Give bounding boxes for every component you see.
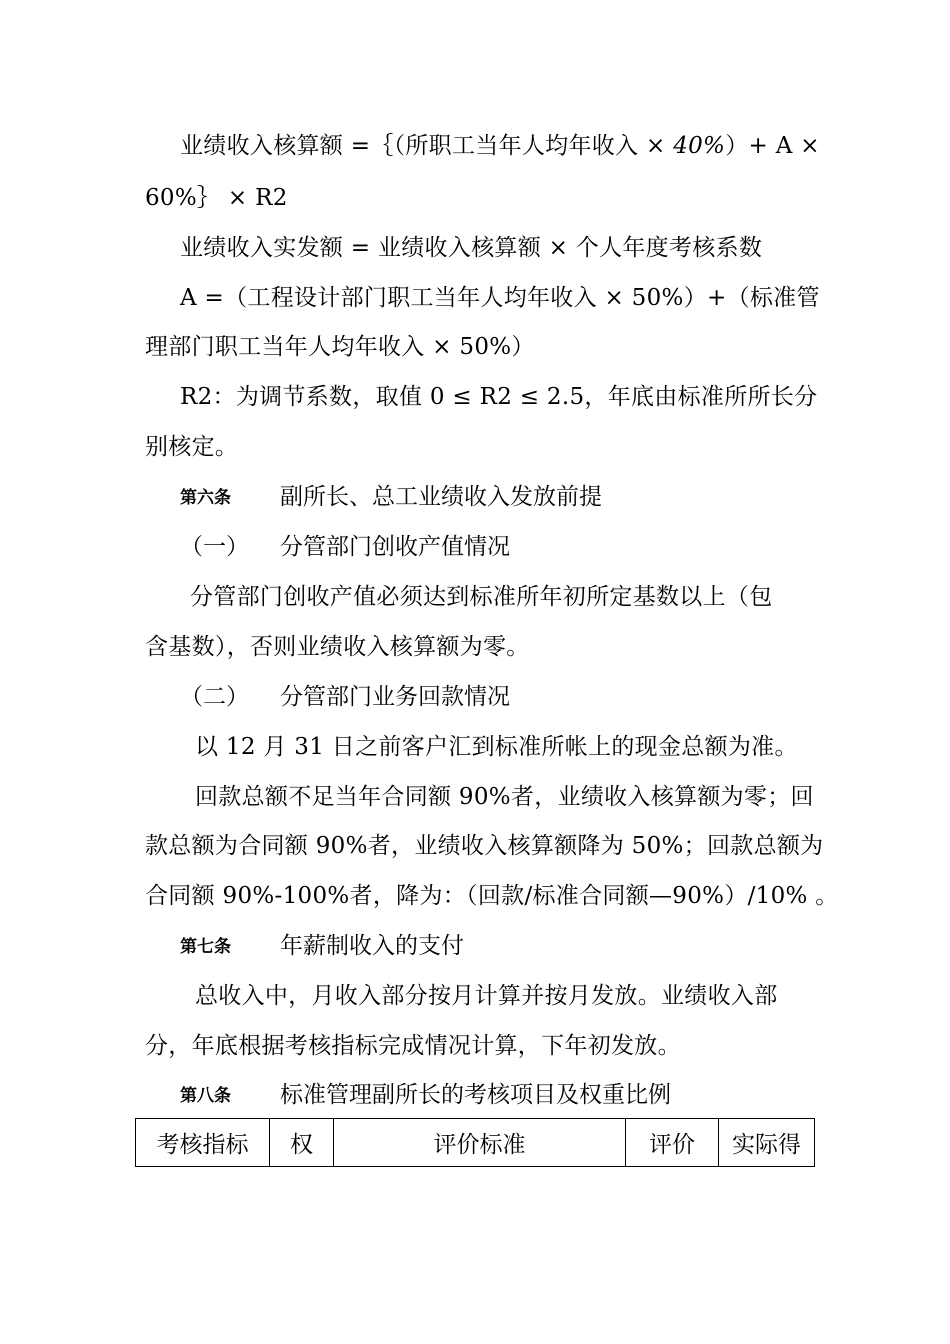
formula-line-1 — [180, 131, 820, 161]
article-7-line-2: 分，年底根据考核指标完成情况计算，下年初发放。 — [145, 1033, 681, 1059]
item-1-line-1: 分管部门创收产值必须达到标准所年初所定基数以上（包 — [190, 584, 773, 610]
formula-line-4: A =（工程设计部门职工当年人均年收入 × 50%）+（标准管 — [180, 285, 820, 311]
formula-line-6: R2：为调节系数，取值 0 ≤ R2 ≤ 2.5，年底由标准所所长分 — [180, 384, 818, 410]
formula-line-1-part-a: 业绩收入核算额 =｛（所职工当年人均年收入 × — [180, 133, 674, 159]
article-6-label: 第六条 — [180, 488, 231, 508]
table-header-indicator: 考核指标 — [136, 1119, 270, 1167]
article-6-title: 副所长、总工业绩收入发放前提 — [280, 484, 602, 510]
article-7-label: 第七条 — [180, 937, 231, 957]
item-1-line-2: 含基数），否则业绩收入核算额为零。 — [145, 634, 530, 660]
item-2-line-2: 回款总额不足当年合同额 90%者，业绩收入核算额为零；回 — [195, 784, 814, 810]
formula-line-2: 60%｝ × R2 — [145, 185, 288, 211]
item-2-label: （二） — [180, 684, 249, 710]
item-2-title: 分管部门业务回款情况 — [280, 684, 510, 710]
formula-line-3: 业绩收入实发额 = 业绩收入核算额 × 个人年度考核系数 — [180, 235, 763, 261]
item-2-line-1: 以 12 月 31 日之前客户汇到标准所帐上的现金总额为准。 — [195, 734, 798, 760]
formula-line-1-part-c: ）+ A × — [725, 133, 820, 159]
table-header-actual-score: 实际得 — [719, 1119, 815, 1167]
formula-line-7: 别核定。 — [145, 434, 239, 460]
table-header-criteria: 评价标准 — [334, 1119, 626, 1167]
item-1-label: （一） — [180, 534, 249, 560]
article-7-line-1: 总收入中，月收入部分按月计算并按月发放。业绩收入部 — [195, 983, 778, 1009]
formula-line-1-italic: 40% — [673, 133, 726, 159]
article-7-title: 年薪制收入的支付 — [280, 933, 464, 959]
article-8-label: 第八条 — [180, 1086, 231, 1106]
item-1-title: 分管部门创收产值情况 — [280, 534, 510, 560]
item-2-line-4: 合同额 90%-100%者，降为：（回款/标准合同额—90%）/10% 。 — [145, 883, 839, 909]
table-header-row — [136, 1119, 815, 1167]
article-8-title: 标准管理副所长的考核项目及权重比例 — [280, 1082, 671, 1108]
table-header-evaluation: 评价 — [626, 1119, 719, 1167]
item-2-line-3: 款总额为合同额 90%者，业绩收入核算额降为 50%；回款总额为 — [145, 833, 824, 859]
table-header-weight: 权 — [270, 1119, 334, 1167]
formula-line-5: 理部门职工当年人均年收入 × 50%） — [145, 334, 535, 360]
assessment-table — [135, 1118, 815, 1167]
